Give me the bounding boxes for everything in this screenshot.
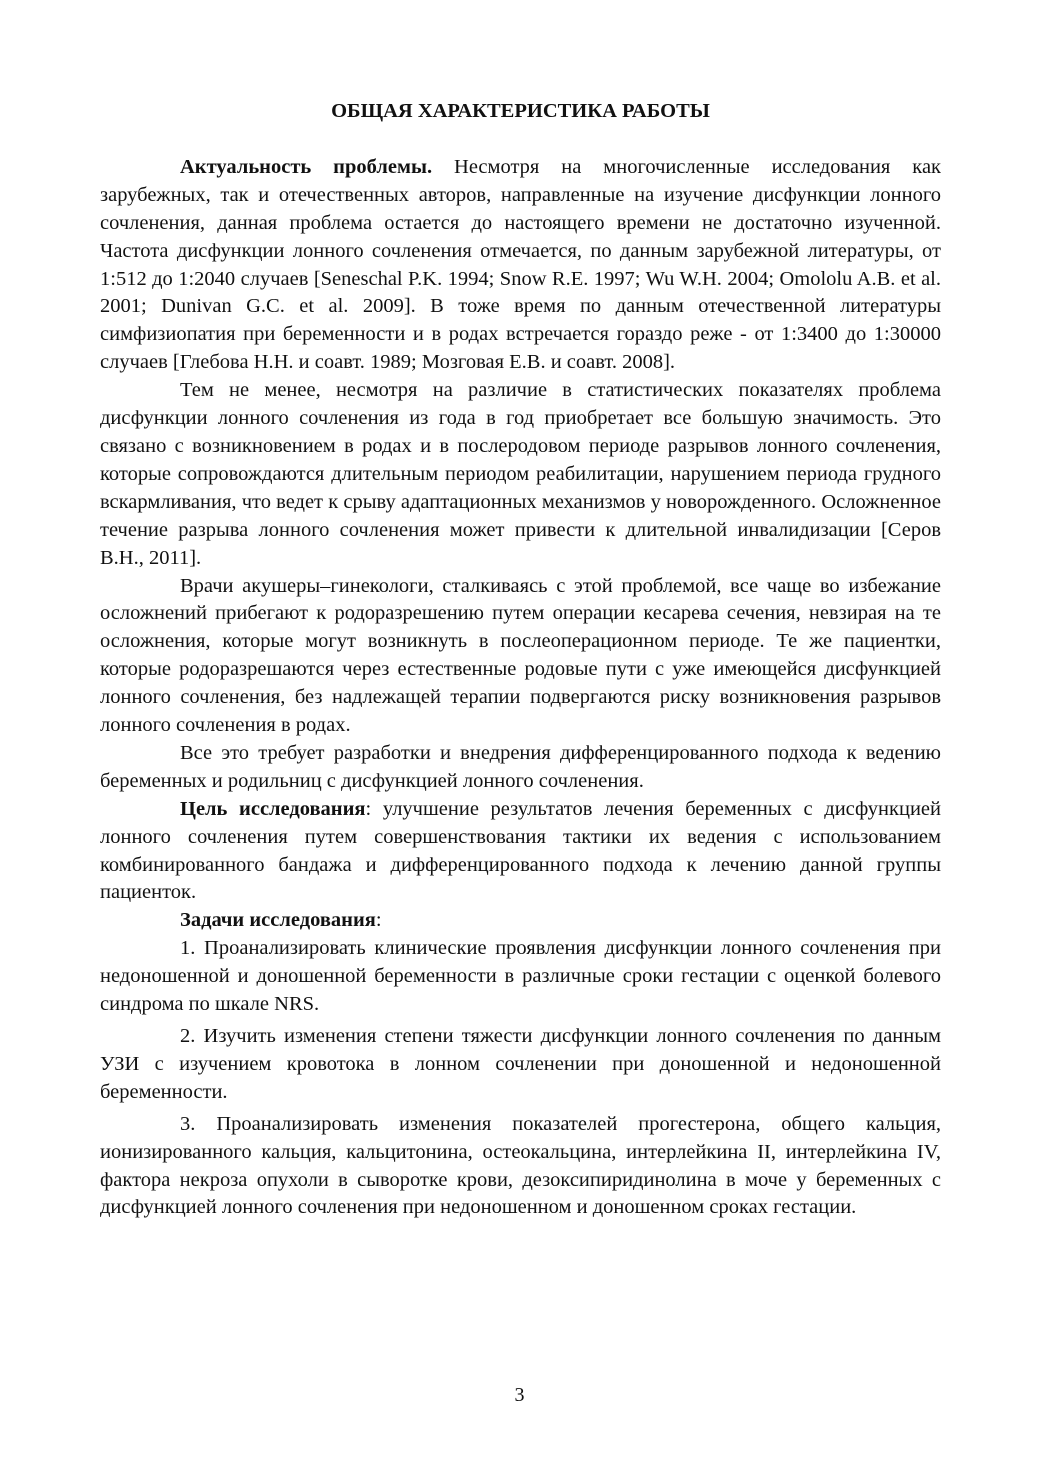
paragraph-doctors: Врачи акушеры–гинекологи, сталкиваясь с этой проблемой, все чаще во избежание осложнений прибегают к родоразрешению путем операции кесарева сечения, невзирая на те осложнения, которые могут возникнуть в послеоперационном периоде. Те же пациентки, которые родоразрешаются через естественные родовые пути с уже имеющейся дисфункцией лонного сочленения, без надлежащей терапии подвергаются риску возникновения разрывов лонного сочленения в родах. [100,574,941,737]
task-item-3: 3. Проанализировать изменения показателей прогестерона, общего кальция, ионизированного кальция, кальцитонина, остеокальцина, интерлейкина II, интерлейкина IV, фактора некроза опухоли в сыворотке крови, дезоксипиридинолина в моче у беременных с дисфункцией лонного сочленения при недоношенном и доношенном сроках гестации. [100,1112,941,1219]
paragraph-lead: Актуальность проблемы. [180,155,433,178]
document-page [100,98,941,1222]
document-title: ОБЩАЯ ХАРАКТЕРИСТИКА РАБОТЫ [331,100,710,122]
paragraph-goal [100,796,941,908]
paragraph-significance: Тем не менее, несмотря на различие в статистических показателях проблема дисфункции лонного сочленения из года в год приобретает все большую значимость. Это связано с возникновением в родах и в послеродовом периоде разрывов лонного сочленения, которые сопровождаются длительным периодом реабилитации, нарушением периода грудного вскармливания, что ведет к срыву адаптационных механизмов у новорожденного. Осложненное течение разрыва лонного сочленения может привести к длительной инвалидизации [Серов В.Н., 2011]. [100,379,941,569]
paragraph-text: Несмотря на многочисленные исследования как зарубежных, так и отечественных авторов, направленные на изучение дисфункции лонного сочленения, данная проблема остается до настоящего времени не достаточно изученной. Частота дисфункции лонного сочленения отмечается, по данным зарубежной литературы, от 1:512 до 1:2040 случаев [Seneschal P.K. 1994; Snow R.E. 1997; Wu W.H. 2004; Omololu A.B. et al. 2001; Dunivan G.C. et al. 2009]. В тоже время по данным отечественной литературы симфизиопатия при беременности и в родах встречается гораздо реже - от 1:3400 до 1:30000 случаев [Глебова Н.Н. и соавт. 1989; Мозговая Е.В. и соавт. 2008]. [100,155,942,374]
paragraph-text: : улучшение результатов лечения беременных с дисфункцией лонного сочленения путем совершенствования тактики их ведения с использованием комбинированного бандажа и дифференцированного подхода к лечению данной группы пациенток. [100,797,941,904]
paragraph-tasks-heading [100,907,941,935]
paragraph-relevance [100,154,941,377]
paragraph-text: : [375,909,382,932]
paragraph-lead: Задачи исследования [180,909,376,932]
paragraph-approach: Все это требует разработки и внедрения дифференцированного подхода к ведению беременных и родильниц с дисфункцией лонного сочленения. [100,741,941,792]
task-item-2: 2. Изучить изменения степени тяжести дисфункции лонного сочленения по данным УЗИ с изучением кровотока в лонном сочленении при доношенной и недоношенной беременности. [100,1025,941,1103]
task-item-1: 1. Проанализировать клинические проявления дисфункции лонного сочленения при недоношенной и доношенной беременности в различные сроки гестации с оценкой болевого синдрома по шкале NRS. [100,937,941,1016]
page-number: 3 [514,1384,525,1406]
paragraph-lead: Цель исследования [180,797,366,820]
